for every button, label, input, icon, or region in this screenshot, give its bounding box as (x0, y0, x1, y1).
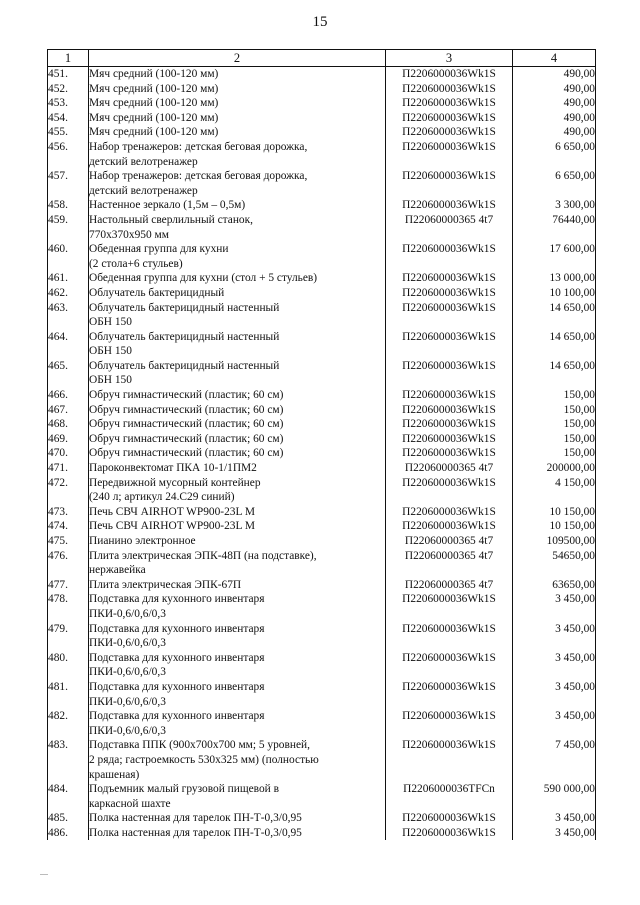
table-row (48, 519, 596, 534)
item-code: П2206000036Wk1S (386, 446, 513, 461)
item-code: П2206000036Wk1S (386, 140, 513, 169)
item-price: 7 450,00 (513, 738, 596, 782)
page-number: 15 (312, 14, 328, 30)
item-name: Обруч гимнастический (пластик; 60 см) (89, 446, 386, 461)
item-name: Настольный сверлильный станок, 770х370х950 мм (89, 213, 386, 242)
row-number: 486. (48, 826, 89, 841)
item-name: Подставка для кухонного инвентаря ПКИ-0,6/0,6/0,3 (89, 680, 386, 709)
item-name: Полка настенная для тарелок ПН-Т-0,3/0,95 (89, 826, 386, 841)
item-code: П2206000036Wk1S (386, 96, 513, 111)
table-row (48, 301, 596, 330)
item-name: Мяч средний (100-120 мм) (89, 125, 386, 140)
item-price: 490,00 (513, 125, 596, 140)
item-price: 17 600,00 (513, 242, 596, 271)
row-number: 460. (48, 242, 89, 271)
row-number: 482. (48, 709, 89, 738)
header-row (48, 50, 596, 67)
item-price: 109500,00 (513, 534, 596, 549)
table-row (48, 271, 596, 286)
row-number: 456. (48, 140, 89, 169)
item-code: П2206000036TFCn (386, 782, 513, 811)
row-number: 452. (48, 82, 89, 97)
item-code: П2206000036Wk1S (386, 811, 513, 826)
item-code: П2206000036Wk1S (386, 826, 513, 841)
row-number: 476. (48, 549, 89, 578)
row-number: 478. (48, 592, 89, 621)
row-number: 470. (48, 446, 89, 461)
row-number: 451. (48, 67, 89, 82)
table-row (48, 96, 596, 111)
item-code: П2206000036Wk1S (386, 432, 513, 447)
item-price: 3 450,00 (513, 680, 596, 709)
row-number: 485. (48, 811, 89, 826)
table-row (48, 461, 596, 476)
item-code: П22060000365 4t7 (386, 213, 513, 242)
item-code: П2206000036Wk1S (386, 519, 513, 534)
item-price: 3 450,00 (513, 826, 596, 841)
table-row (48, 417, 596, 432)
item-name: Пианино электронное (89, 534, 386, 549)
item-code: П2206000036Wk1S (386, 388, 513, 403)
row-number: 465. (48, 359, 89, 388)
item-price: 14 650,00 (513, 301, 596, 330)
row-number: 481. (48, 680, 89, 709)
header-col-1: 1 (48, 50, 89, 67)
table-row (48, 213, 596, 242)
item-code: П2206000036Wk1S (386, 417, 513, 432)
row-number: 468. (48, 417, 89, 432)
item-name: Облучатель бактерицидный настенный ОБН 150 (89, 359, 386, 388)
row-number: 474. (48, 519, 89, 534)
row-number: 471. (48, 461, 89, 476)
table-row (48, 534, 596, 549)
table-row (48, 811, 596, 826)
item-price: 150,00 (513, 388, 596, 403)
item-price: 3 450,00 (513, 651, 596, 680)
item-name: Плита электрическая ЭПК-48П (на подставке), нержавейка (89, 549, 386, 578)
table-row (48, 403, 596, 418)
item-price: 14 650,00 (513, 359, 596, 388)
item-price: 13 000,00 (513, 271, 596, 286)
item-name: Мяч средний (100-120 мм) (89, 82, 386, 97)
table-row (48, 198, 596, 213)
item-code: П2206000036Wk1S (386, 476, 513, 505)
table-row (48, 242, 596, 271)
item-code: П2206000036Wk1S (386, 680, 513, 709)
item-price: 3 450,00 (513, 811, 596, 826)
table-row (48, 826, 596, 841)
item-code: П2206000036Wk1S (386, 111, 513, 126)
item-price: 6 650,00 (513, 140, 596, 169)
row-number: 483. (48, 738, 89, 782)
table-row (48, 651, 596, 680)
table-row (48, 549, 596, 578)
table-row (48, 359, 596, 388)
item-code: П2206000036Wk1S (386, 169, 513, 198)
item-code: П2206000036Wk1S (386, 403, 513, 418)
item-price: 54650,00 (513, 549, 596, 578)
item-code: П2206000036Wk1S (386, 359, 513, 388)
table-row (48, 330, 596, 359)
row-number: 466. (48, 388, 89, 403)
table-body (48, 67, 596, 841)
table-row (48, 622, 596, 651)
header-col-3: 3 (386, 50, 513, 67)
item-name: Полка настенная для тарелок ПН-Т-0,3/0,95 (89, 811, 386, 826)
table-header (48, 50, 596, 67)
scan-mark (40, 874, 48, 875)
item-price: 150,00 (513, 432, 596, 447)
item-price: 4 150,00 (513, 476, 596, 505)
item-code: П22060000365 4t7 (386, 534, 513, 549)
row-number: 475. (48, 534, 89, 549)
table-row (48, 140, 596, 169)
row-number: 469. (48, 432, 89, 447)
item-name: Набор тренажеров: детская беговая дорожка, детский велотренажер (89, 140, 386, 169)
item-price: 10 150,00 (513, 505, 596, 520)
item-name: Подставка для кухонного инвентаря ПКИ-0,6/0,6/0,3 (89, 651, 386, 680)
item-code: П2206000036Wk1S (386, 82, 513, 97)
item-price: 14 650,00 (513, 330, 596, 359)
table-row (48, 169, 596, 198)
item-price: 6 650,00 (513, 169, 596, 198)
row-number: 455. (48, 125, 89, 140)
table-row (48, 111, 596, 126)
item-code: П2206000036Wk1S (386, 738, 513, 782)
table-row (48, 680, 596, 709)
item-price: 76440,00 (513, 213, 596, 242)
item-code: П2206000036Wk1S (386, 505, 513, 520)
item-code: П2206000036Wk1S (386, 301, 513, 330)
item-price: 3 450,00 (513, 592, 596, 621)
item-price: 590 000,00 (513, 782, 596, 811)
table-row (48, 388, 596, 403)
table-row (48, 476, 596, 505)
item-name: Набор тренажеров: детская беговая дорожка, детский велотренажер (89, 169, 386, 198)
item-code: П2206000036Wk1S (386, 271, 513, 286)
row-number: 458. (48, 198, 89, 213)
item-name: Обруч гимнастический (пластик; 60 см) (89, 403, 386, 418)
item-name: Обеденная группа для кухни (2 стола+6 стульев) (89, 242, 386, 271)
row-number: 454. (48, 111, 89, 126)
table-row (48, 738, 596, 782)
item-price: 10 100,00 (513, 286, 596, 301)
item-code: П2206000036Wk1S (386, 286, 513, 301)
item-price: 3 450,00 (513, 622, 596, 651)
item-name: Обруч гимнастический (пластик; 60 см) (89, 432, 386, 447)
item-price: 490,00 (513, 111, 596, 126)
item-price: 63650,00 (513, 578, 596, 593)
row-number: 472. (48, 476, 89, 505)
row-number: 480. (48, 651, 89, 680)
table-row (48, 67, 596, 82)
item-price: 490,00 (513, 96, 596, 111)
item-price: 3 450,00 (513, 709, 596, 738)
item-price: 3 300,00 (513, 198, 596, 213)
item-price: 150,00 (513, 446, 596, 461)
row-number: 484. (48, 782, 89, 811)
item-name: Передвижной мусорный контейнер (240 л; артикул 24.С29 синий) (89, 476, 386, 505)
item-code: П2206000036Wk1S (386, 198, 513, 213)
item-code: П2206000036Wk1S (386, 592, 513, 621)
row-number: 477. (48, 578, 89, 593)
item-name: Плита электрическая ЭПК-67П (89, 578, 386, 593)
item-name: Облучатель бактерицидный настенный ОБН 150 (89, 301, 386, 330)
table-row (48, 592, 596, 621)
item-code: П2206000036Wk1S (386, 651, 513, 680)
inventory-table (47, 49, 596, 840)
item-code: П2206000036Wk1S (386, 242, 513, 271)
item-code: П22060000365 4t7 (386, 549, 513, 578)
item-name: Настенное зеркало (1,5м – 0,5м) (89, 198, 386, 213)
row-number: 473. (48, 505, 89, 520)
item-price: 10 150,00 (513, 519, 596, 534)
table-row (48, 709, 596, 738)
table-row (48, 446, 596, 461)
row-number: 463. (48, 301, 89, 330)
item-name: Облучатель бактерицидный (89, 286, 386, 301)
item-name: Подставка для кухонного инвентаря ПКИ-0,6/0,6/0,3 (89, 709, 386, 738)
table-row (48, 125, 596, 140)
table-row (48, 505, 596, 520)
header-col-4: 4 (513, 50, 596, 67)
row-number: 464. (48, 330, 89, 359)
item-name: Подставка для кухонного инвентаря ПКИ-0,6/0,6/0,3 (89, 622, 386, 651)
item-name: Обруч гимнастический (пластик; 60 см) (89, 388, 386, 403)
item-code: П2206000036Wk1S (386, 622, 513, 651)
row-number: 459. (48, 213, 89, 242)
item-price: 150,00 (513, 417, 596, 432)
table-row (48, 82, 596, 97)
item-name: Обруч гимнастический (пластик; 60 см) (89, 417, 386, 432)
table-row (48, 578, 596, 593)
item-code: П2206000036Wk1S (386, 709, 513, 738)
item-name: Облучатель бактерицидный настенный ОБН 150 (89, 330, 386, 359)
table-row (48, 782, 596, 811)
item-code: П22060000365 4t7 (386, 461, 513, 476)
row-number: 453. (48, 96, 89, 111)
item-name: Мяч средний (100-120 мм) (89, 96, 386, 111)
item-name: Пароконвектомат ПКА 10-1/1ПМ2 (89, 461, 386, 476)
item-price: 490,00 (513, 82, 596, 97)
item-code: П2206000036Wk1S (386, 330, 513, 359)
item-name: Подставка ППК (900х700х700 мм; 5 уровней, 2 ряда; гастроемкость 530х325 мм) (полностью крашеная) (89, 738, 386, 782)
row-number: 461. (48, 271, 89, 286)
row-number: 457. (48, 169, 89, 198)
item-code: П22060000365 4t7 (386, 578, 513, 593)
row-number: 462. (48, 286, 89, 301)
item-code: П2206000036Wk1S (386, 67, 513, 82)
row-number: 479. (48, 622, 89, 651)
header-col-2: 2 (89, 50, 386, 67)
item-code: П2206000036Wk1S (386, 125, 513, 140)
table-row (48, 286, 596, 301)
table-row (48, 432, 596, 447)
item-price: 150,00 (513, 403, 596, 418)
item-name: Мяч средний (100-120 мм) (89, 111, 386, 126)
item-price: 490,00 (513, 67, 596, 82)
item-price: 200000,00 (513, 461, 596, 476)
row-number: 467. (48, 403, 89, 418)
item-name: Печь СВЧ AIRHOT WP900-23L M (89, 519, 386, 534)
item-name: Подъемник малый грузовой пищевой в каркасной шахте (89, 782, 386, 811)
item-name: Печь СВЧ AIRHOT WP900-23L M (89, 505, 386, 520)
item-name: Подставка для кухонного инвентаря ПКИ-0,6/0,6/0,3 (89, 592, 386, 621)
item-name: Обеденная группа для кухни (стол + 5 стульев) (89, 271, 386, 286)
item-name: Мяч средний (100-120 мм) (89, 67, 386, 82)
